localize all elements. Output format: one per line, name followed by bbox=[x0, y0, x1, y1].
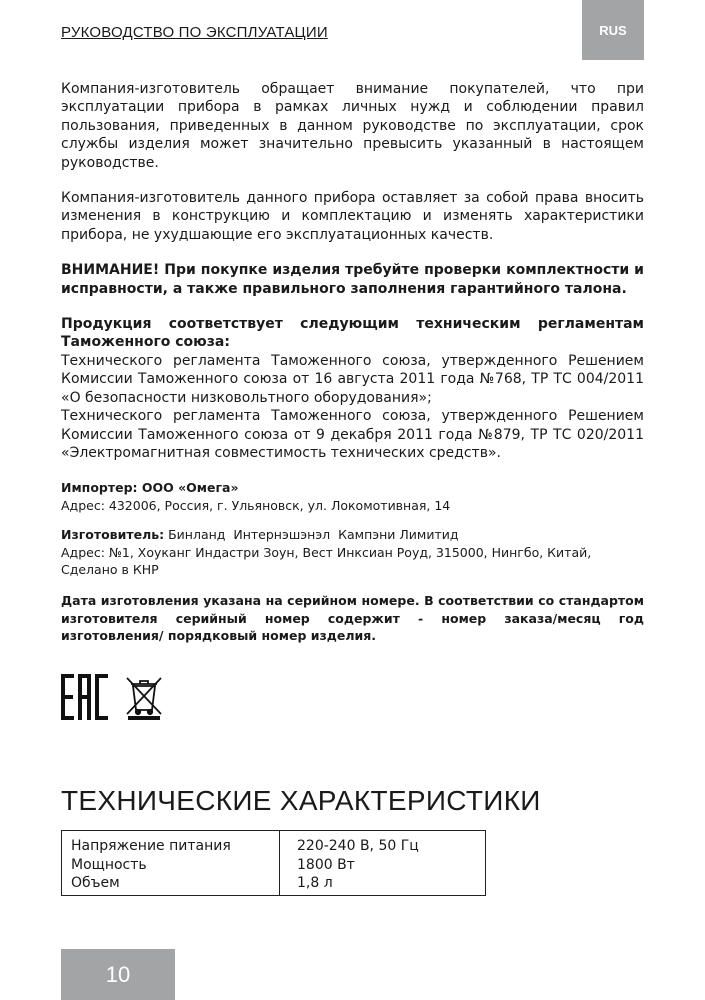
manufacturer-label: Изготовитель: bbox=[61, 527, 165, 543]
certification-marks bbox=[61, 672, 165, 722]
manufacturer-name: Бинланд Интернэшэнэл Кампэни Лимитид bbox=[164, 527, 459, 543]
specs-title: ТЕХНИЧЕСКИЕ ХАРАКТЕРИСТИКИ bbox=[61, 785, 541, 816]
paragraph-service-life: Компания-изготовитель обращает внимание покупателей, что при эксплуатации прибора в рамках личных нужд и соблюдении правил пользования, приведенных в данном руководстве по эксплуатации, срок службы изделия может значительно превысить указанный в настоящем руководстве. bbox=[61, 81, 644, 171]
regulation-2: Технического регламента Таможенного союза, утвержденного Решением Комиссии Таможенного союза от 9 декабря 2011 года №879, ТР ТС 020/2011 «Электромагнитная совместимость технических средств». bbox=[61, 408, 644, 461]
spec-value: 220-240 В, 50 Гц bbox=[297, 838, 419, 854]
regulation-1: Технического регламента Таможенного союза, утвержденного Решением Комиссии Таможенного союза от 16 августа 2011 года №768, ТР ТС 004/2011 «О безопасности низковольтного оборудования»; bbox=[61, 352, 644, 406]
header-title: РУКОВОДСТВО ПО ЭКСПЛУАТАЦИИ bbox=[61, 24, 328, 41]
specs-labels bbox=[62, 831, 280, 895]
spec-label: Мощность bbox=[71, 856, 147, 873]
language-tab: RUS bbox=[582, 0, 644, 60]
specs-values bbox=[280, 831, 485, 895]
importer-address: Адрес: 432006, Россия, г. Ульяновск, ул. Локомотивная, 14 bbox=[61, 497, 451, 513]
attention-notice: ВНИМАНИЕ! При покупке изделия требуйте проверки комплектности и исправности, а также правильного заполнения гарантийного талона. bbox=[61, 262, 644, 297]
compliance-heading: Продукция соответствует следующим техническим регламентам Таможенного союза: bbox=[61, 316, 644, 351]
eac-mark-icon bbox=[61, 672, 111, 722]
spec-label: Объем bbox=[71, 875, 120, 891]
spec-value: 1,8 л bbox=[297, 875, 333, 891]
page-number: 10 bbox=[61, 949, 175, 1000]
importer-label: Импортер: ООО «Омега» bbox=[61, 480, 239, 496]
manufacturer-address: Адрес: №1, Хоуканг Индастри Зоун, Вест Инксиан Роуд, 315000, Нингбо, Китай, bbox=[61, 544, 592, 560]
importer-block bbox=[61, 479, 644, 514]
manual-body bbox=[61, 80, 644, 645]
weee-crossed-bin-icon bbox=[123, 674, 165, 720]
manufacturer-block bbox=[61, 526, 644, 578]
spec-value: 1800 Вт bbox=[297, 856, 355, 873]
date-note: Дата изготовления указана на серийном номере. В соответствии со стандартом изготовителя серийный номер содержит - номер заказа/месяц год изготовления/ порядковый номер изделия. bbox=[61, 593, 644, 644]
made-in: Сделано в КНР bbox=[61, 561, 159, 577]
paragraph-design-changes: Компания-изготовитель данного прибора оставляет за собой права вносить изменения в конструкцию и комплектацию и изменять характеристики прибора, не ухудшающие его эксплуатационных качеств. bbox=[61, 190, 644, 243]
spec-label: Напряжение питания bbox=[71, 838, 231, 854]
specs-table bbox=[61, 830, 486, 896]
